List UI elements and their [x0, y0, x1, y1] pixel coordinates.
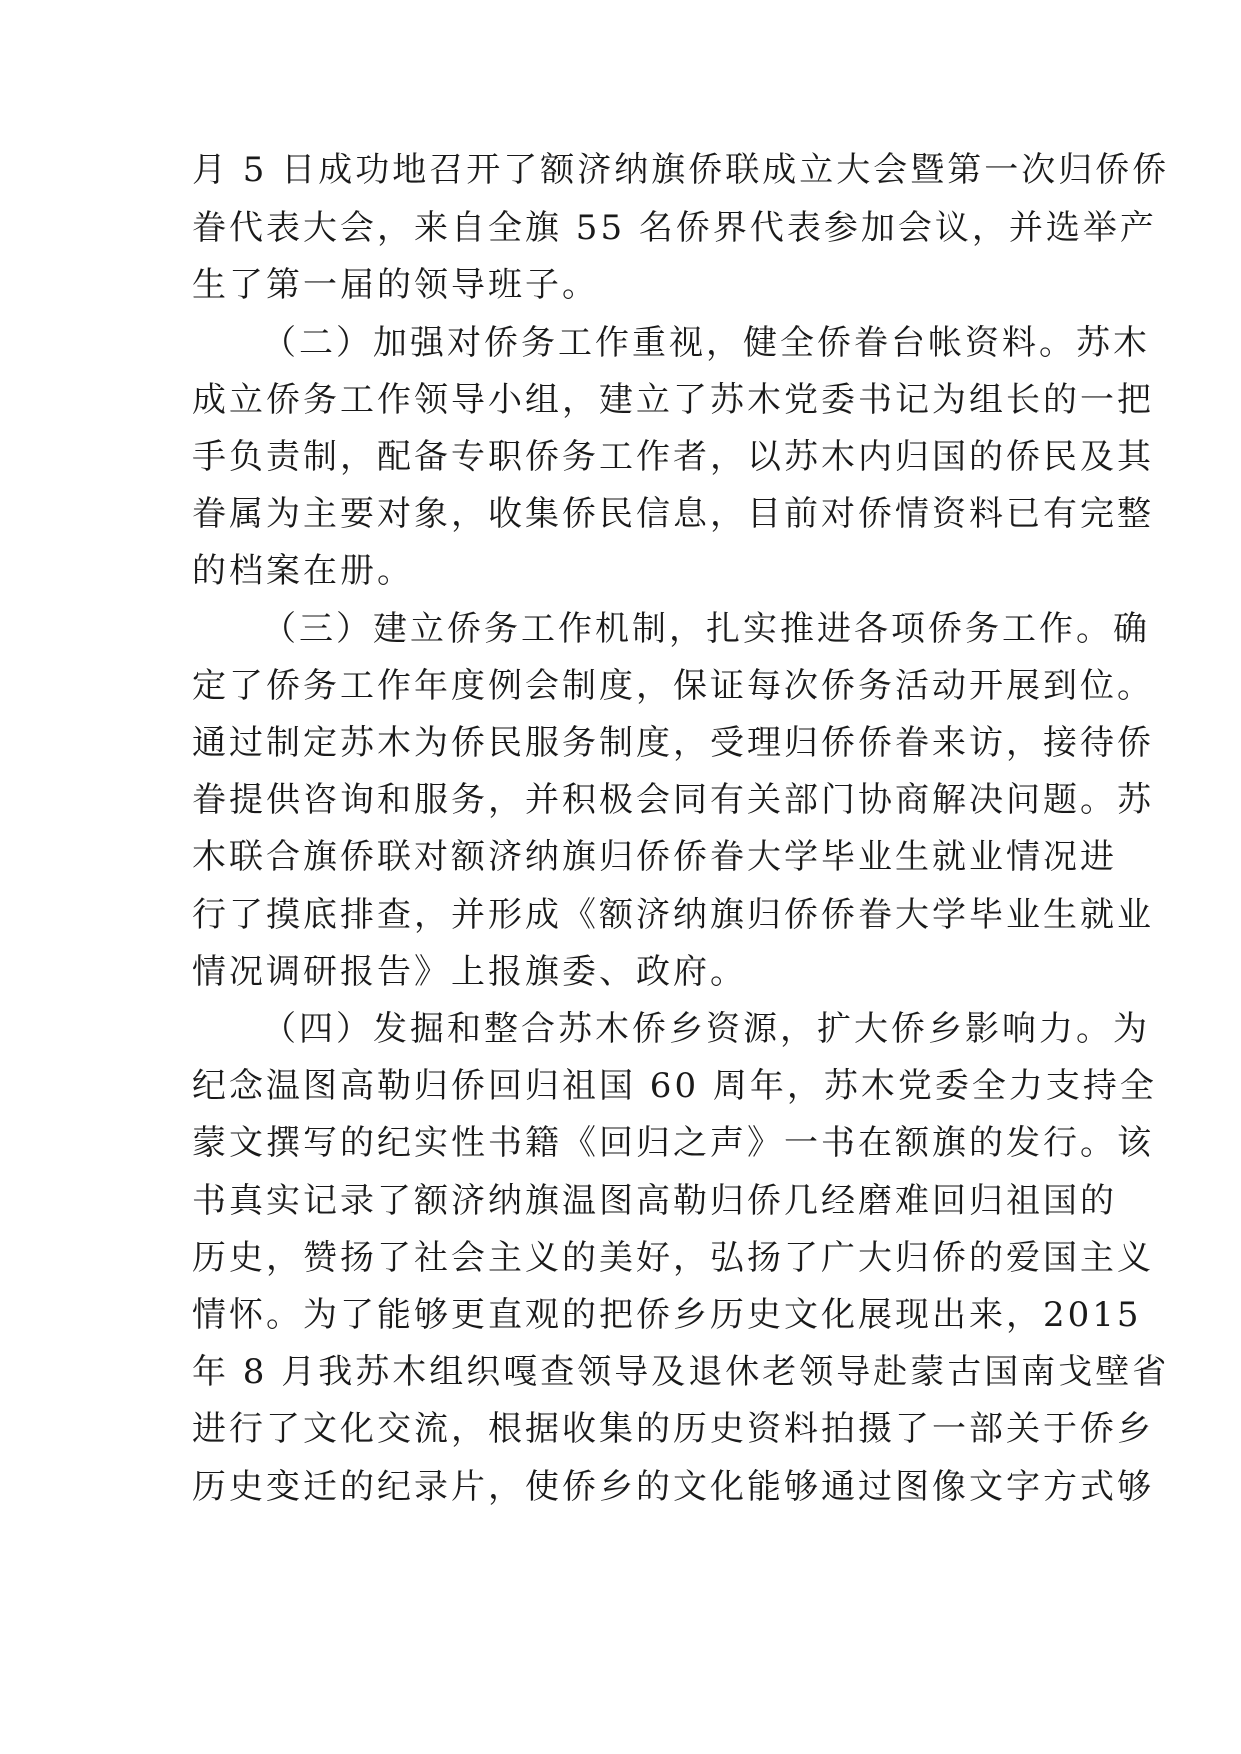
text-line-7: 眷属为主要对象，收集侨民信息，目前对侨情资料已有完整 — [192, 494, 1154, 534]
text-line-15: 情况调研报告》上报旗委、政府。 — [192, 952, 747, 992]
text-line-17: 纪念温图高勒归侨回归祖国 60 周年，苏木党委全力支持全 — [192, 1066, 1157, 1106]
text-line-22: 年 8 月我苏木组织嘎查领导及退休老领导赴蒙古国南戈壁省 — [192, 1352, 1170, 1392]
paragraph-4-line-1: （四）发掘和整合苏木侨乡资源，扩大侨乡影响力。为 — [262, 1009, 1150, 1049]
text-line-1: 月 5 日成功地召开了额济纳旗侨联成立大会暨第一次归侨侨 — [192, 150, 1170, 190]
paragraph-2-line-1: （二）加强对侨务工作重视，健全侨眷台帐资料。苏木 — [262, 323, 1150, 363]
text-line-21: 情怀。为了能够更直观的把侨乡历史文化展现出来，2015 — [192, 1295, 1142, 1335]
text-line-3: 生了第一届的领导班子。 — [192, 265, 599, 305]
text-line-23: 进行了文化交流，根据收集的历史资料拍摄了一部关于侨乡 — [192, 1409, 1154, 1449]
text-line-24: 历史变迁的纪录片，使侨乡的文化能够通过图像文字方式够 — [192, 1467, 1154, 1507]
text-line-19: 书真实记录了额济纳旗温图高勒归侨几经磨难回归祖国的 — [192, 1181, 1117, 1221]
text-line-6: 手负责制，配备专职侨务工作者，以苏木内归国的侨民及其 — [192, 437, 1154, 477]
text-line-5: 成立侨务工作领导小组，建立了苏木党委书记为组长的一把 — [192, 380, 1154, 420]
text-line-12: 眷提供咨询和服务，并积极会同有关部门协商解决问题。苏 — [192, 780, 1154, 820]
text-line-20: 历史，赞扬了社会主义的美好，弘扬了广大归侨的爱国主义 — [192, 1238, 1154, 1278]
text-line-18: 蒙文撰写的纪实性书籍《回归之声》一书在额旗的发行。该 — [192, 1123, 1154, 1163]
text-line-14: 行了摸底排查，并形成《额济纳旗归侨侨眷大学毕业生就业 — [192, 895, 1154, 935]
text-line-13: 木联合旗侨联对额济纳旗归侨侨眷大学毕业生就业情况进 — [192, 837, 1117, 877]
text-line-11: 通过制定苏木为侨民服务制度，受理归侨侨眷来访，接待侨 — [192, 723, 1154, 763]
text-line-10: 定了侨务工作年度例会制度，保证每次侨务活动开展到位。 — [192, 666, 1154, 706]
text-line-2: 眷代表大会，来自全旗 55 名侨界代表参加会议，并选举产 — [192, 208, 1157, 248]
paragraph-3-line-1: （三）建立侨务工作机制，扎实推进各项侨务工作。确 — [262, 609, 1150, 649]
text-line-8: 的档案在册。 — [192, 551, 414, 591]
